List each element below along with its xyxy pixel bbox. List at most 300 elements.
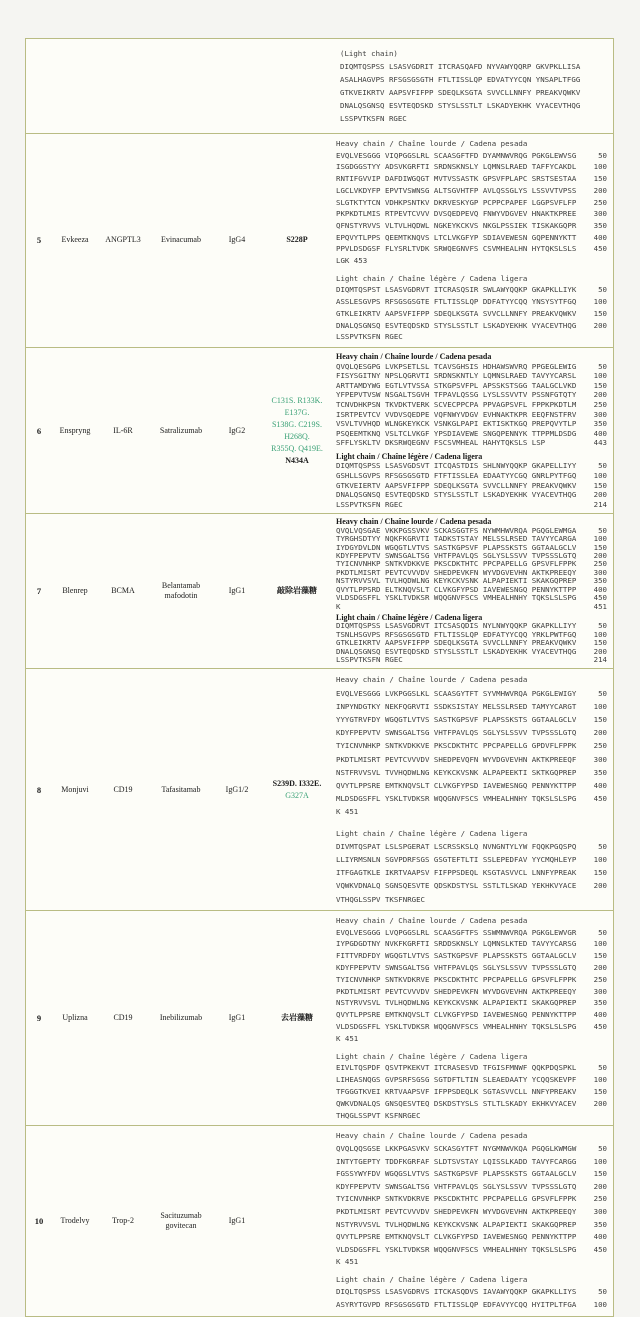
residue-count: 450 (593, 1021, 607, 1031)
residue-count: 300 (593, 409, 607, 419)
chain-block (336, 518, 607, 610)
table-row (26, 347, 613, 514)
sequence-text: PKDTLMISRT PEVTCVVVDV SHEDPEVQFN WYVDGVEVHN AKTKPREEQF (336, 754, 577, 764)
sequence-line (336, 371, 607, 381)
sequence-text: THQGLSSPVT KSFNRGEC (336, 1110, 421, 1120)
row-number-text: 5 (36, 235, 42, 246)
sequence-text: FISYSGITNY NPSLQGRVTI SRDNSKNTLY LQMNSLRAED TAVYYCARSL (336, 371, 577, 381)
sequence-line (336, 150, 607, 162)
sequence-line (336, 362, 607, 372)
brand-name (52, 911, 98, 1126)
sequence-line (336, 410, 607, 420)
chain-block (336, 614, 607, 664)
sequence-line (340, 73, 607, 86)
row-number (26, 134, 52, 347)
residue-count: 200 (593, 551, 607, 561)
sequence-line (336, 173, 607, 185)
sequence-line (336, 197, 607, 209)
sequence-cell (334, 514, 613, 668)
sequence-text: LSSPVTKSFN RGEC (336, 499, 403, 509)
sequence-line (336, 840, 607, 853)
chain-label: Heavy chain / Chaîne lourde / Cadena pesada (336, 915, 528, 925)
sequence-line (336, 974, 607, 986)
target-antigen (98, 911, 148, 1126)
inn-name-line: Inebilizumab (159, 1013, 203, 1023)
sequence-line (336, 1256, 607, 1269)
mutation-line (260, 443, 334, 467)
residue-count: 200 (593, 963, 607, 972)
igg-subclass (214, 1126, 260, 1315)
mutations-cell (260, 348, 334, 514)
mutation-line (260, 395, 334, 419)
mutation-green-text: G327A (285, 790, 309, 800)
sequence-cell (334, 348, 613, 514)
residue-count: 100 (593, 1156, 607, 1166)
sequence-text: KDYFPEPVTV SWNSGALTSG VHTFPAVLQS SGLYSLSSVV TVPSSSLGTQ (336, 1181, 577, 1191)
inn-name (148, 134, 214, 347)
sequence-text: K 451 (336, 1033, 359, 1043)
sequence-text: TYRGHSDTYY NQKFKGRVTI TADKSTSTAY MELSSLRSED TAVYYCARGA (336, 534, 577, 544)
chain-label: Heavy chain / Chaîne lourde / Cadena pesada (336, 1131, 528, 1141)
brand-name (52, 348, 98, 514)
sequence-line (340, 60, 607, 73)
inn-name-line: Belantamab (161, 581, 201, 591)
sequence-line (336, 331, 607, 343)
sequence-line (336, 308, 607, 320)
sequence-text: GSHLLSGVPS RFSGSGSGTD FTFTISSLEA EDAATYYCGQ GNRLPYTFGQ (336, 471, 577, 481)
row-number (26, 514, 52, 668)
inn-name-line: Satralizumab (159, 425, 203, 435)
residue-count: 450 (593, 244, 607, 254)
igg-subclass-text: IgG1 (228, 1216, 246, 1226)
sequence-line (336, 1143, 607, 1156)
sequence-cell (334, 39, 613, 133)
sequence-text: ITFGAGTKLE IKRTVAAPSV FIFPPSDEQL KSGTASVVCL LNNFYPREAK (336, 868, 577, 878)
sequence-line (336, 1168, 607, 1181)
sequence-text: LIHEASNQGS GVPSRFSGSG SGTDFTLTIN SLEAEDAATY YCQQSKEVPF (336, 1075, 577, 1085)
residue-count: 451 (593, 601, 607, 611)
sequence-text: DIQMTQSPSS LSASVGDRIT ITCRASQAFD NYVAWYQQRP GKVPKLLISA (340, 62, 581, 71)
sequence-text: IYPGDGDTNY NVKFKGRFTI SRDDSKNSLY LQMNSLKTED TAVYYCARSG (336, 939, 577, 949)
residue-count: 100 (593, 855, 607, 864)
mutation-line (260, 778, 334, 802)
residue-count: 400 (593, 584, 607, 594)
sequence-line (336, 739, 607, 752)
sequence-text: EIVLTQSPDF QSVTPKEKVT ITCRASESVD TFGISFMNWF QQKPDQSPKL (336, 1063, 577, 1073)
sequence-text: QVYTLPPSRD ELTKNQVSLT CLVKGFYPSD IAVEWESNGQ PENNYKTTPP (336, 584, 577, 594)
sequence-line (336, 490, 607, 500)
sequence-cell (334, 1126, 613, 1315)
sequence-line (336, 1033, 607, 1045)
sequence-line (336, 853, 607, 866)
sequence-cell (334, 134, 613, 347)
residue-count: 200 (593, 320, 607, 330)
brand-name (52, 514, 98, 668)
brand-name-text: Evkeeza (61, 235, 89, 245)
chain-block (336, 1130, 607, 1269)
sequence-text: IYDGYDVLDN WGQGTLVTVS SASTKGPSVF PLAPSSKSTS GGTAALGCLV (336, 542, 577, 552)
sequence-line (336, 1219, 607, 1232)
sequence-line (336, 700, 607, 713)
residue-count: 450 (593, 794, 607, 804)
residue-count: 200 (593, 1181, 607, 1191)
target-antigen (98, 669, 148, 909)
brand-name-text: Enspryng (59, 425, 91, 435)
residue-count: 400 (593, 1232, 607, 1242)
sequence-text: MLDSDGSFFL YSKLTVDKSR WQQGNVFSCS VMHEALHNHY TQKSLSLSPG (336, 794, 577, 804)
residue-count: 350 (593, 576, 607, 586)
sequence-text: QVQLVQSGAE VKKPGSSVKV SCKASGGTFS NYWMHWVRQA PGQGLEWMGA (336, 525, 577, 535)
sequence-line (336, 779, 607, 792)
row-number (26, 669, 52, 909)
sequence-text: QVQLQQSGSE LKKPGASVKV SCKASGYTFT NYGMNWVKQA PGQGLKWMGW (336, 1143, 577, 1153)
chain-label: (Light chain) (340, 49, 398, 58)
sequence-text: INTYTGEPTY TDDFKGRFAF SLDTSVSTAY LQISSLKADD TAVYFCARGG (336, 1156, 577, 1166)
sequence-text: RNTIFGVVIP DAFDIWGQGT MVTVSSASTK GPSVFPLAPC SRSTSESTAA (336, 174, 577, 184)
sequence-text: EVQLVESGGG VIQPGGSLRL SCAASGFTFD DYAMNWVRQG PGKGLEWVSG (336, 150, 577, 160)
chain-block (336, 915, 607, 1045)
target-antigen (98, 514, 148, 668)
mutations-cell (260, 669, 334, 909)
sequence-line (336, 1244, 607, 1257)
sequence-text: TYICNVNHKP SNTKVDKRVE PKSCDKTHTC PPCPAPELLG GPSVFLFPPK (336, 974, 577, 984)
chain-label: Heavy chain / Chaîne lourde / Cadena pesada (336, 139, 528, 148)
residue-count: 100 (593, 534, 607, 544)
brand-name (52, 669, 98, 909)
residue-count: 150 (593, 380, 607, 390)
sequence-text: VLDSDGSFFL YSKLTVDKSR WQQGNVFSCS VMHEALHNHY TQKSLSLSPG (336, 1244, 577, 1254)
mutation-green-text: R355Q. Q419E. (271, 443, 323, 453)
sequence-text: PPVLDSDGSF FLYSRLTVDK SRWQEGNVFS CSVMHEALHN HYTQKSLSLS (336, 244, 577, 254)
residue-count: 450 (593, 593, 607, 603)
sequence-line (336, 792, 607, 805)
igg-subclass-text: IgG1/2 (225, 784, 249, 794)
residue-count: 300 (593, 209, 607, 219)
residue-count: 214 (593, 654, 607, 664)
chain-block (336, 1274, 607, 1312)
chain-block (336, 138, 607, 267)
residue-count: 214 (593, 499, 607, 509)
residue-count: 100 (593, 1075, 607, 1085)
residue-count: 400 (593, 428, 607, 438)
table-row (26, 39, 613, 133)
residue-count: 150 (593, 308, 607, 318)
residue-count: 350 (593, 419, 607, 429)
sequence-text: DNALQSGNSQ ESVTEQDSKD STYSLSSTLT LSKADYEKHK VYACEVTHQG (340, 101, 581, 110)
residue-count: 50 (598, 461, 607, 471)
residue-count: 443 (593, 438, 607, 448)
residue-count: 250 (593, 1194, 607, 1204)
mutation-text: 敲除岩藻糖 (277, 586, 317, 596)
residue-count: 300 (593, 1206, 607, 1216)
sequence-text: TCNVDHKPSN TKVDKTVERK SCVECPPCPA PPVAGPSVFL FPPKPKDTLM (336, 399, 577, 409)
sequence-text: ASALHAGVPS RFSGSGSGTH FTLTISSLQP EDVATYYCQN YNSAPLTFGG (340, 75, 581, 84)
inn-name (148, 514, 214, 668)
sequence-line (336, 1206, 607, 1219)
residue-count: 100 (593, 371, 607, 381)
brand-name-text: Blenrep (62, 586, 88, 596)
chain-label: Light chain / Chaîne légère / Cadena ligera (336, 828, 528, 838)
sequence-text: GTKLEIKRTV AAPSVFIFPP SDEQLKSGTA SVVCLLNNFY PREAKVQWKV (336, 308, 577, 318)
chain-label: Heavy chain / Chaîne lourde / Cadena pesada (336, 351, 492, 361)
row-number (26, 348, 52, 514)
sequence-text: EVQLVESGGG LVQPGGSLRL SCAASGFTFS SSWMNWVRQA PGKGLEWVGR (336, 927, 577, 937)
residue-count: 150 (593, 542, 607, 552)
residue-count: 200 (593, 646, 607, 656)
mutation-line (277, 585, 317, 597)
sequence-line (336, 927, 607, 939)
target-antigen-text: BCMA (111, 586, 135, 596)
residue-count: 50 (598, 361, 607, 371)
sequence-line (336, 185, 607, 197)
sequence-line (336, 471, 607, 481)
residue-count: 200 (593, 881, 607, 891)
chain-block (336, 1051, 607, 1122)
residue-count: 350 (593, 1219, 607, 1229)
sequence-line (336, 500, 607, 510)
residue-count: 50 (598, 1143, 607, 1153)
sequence-line (336, 1021, 607, 1033)
sequence-line (340, 86, 607, 99)
sequence-line (336, 938, 607, 950)
row-number-text: 9 (36, 1013, 42, 1024)
residue-count: 150 (593, 480, 607, 490)
sequence-line (336, 962, 607, 974)
sequence-text: YFPEPVTVSW NSGALTSGVH TFPAVLQSSG LYSLSSVVTV PSSNFGTQTY (336, 390, 577, 400)
inn-name (148, 1126, 214, 1315)
sequence-line (336, 986, 607, 998)
row-number (26, 1126, 52, 1315)
residue-count: 50 (598, 927, 607, 937)
sequence-text: GTKVEIKRTV AAPSVFIFPP SDEQLKSGTA SVVCLLNNFY PREAKVQWKV (340, 88, 581, 97)
sequence-text: TFGGGTKVEI KRTVAAPSVF IFPPSDEQLK SGTASVVCLL NNFYPREAKV (336, 1086, 577, 1096)
igg-subclass-text: IgG2 (228, 425, 246, 435)
residue-count: 50 (598, 525, 607, 535)
residue-count: 300 (593, 986, 607, 996)
sequence-text: PSQEEMTKNQ VSLTCLVKGF YPSDIAVEWE SNGQPENNYK TTPPMLDSDG (336, 428, 577, 438)
target-antigen-text: Trop-2 (112, 1216, 134, 1226)
sequence-text: TYICNVNHKP SNTKVDKRVE PKSCDKTHTC PPCPAPELLG GPSVFLFPPK (336, 1194, 577, 1204)
row-number-text: 6 (36, 425, 42, 436)
sequence-text: ISGDGGSTYY ADSVKGRFTI SRDNSKNSLY LQMNSLRAED TAFFYCAKDL (336, 162, 577, 172)
sequence-line (336, 296, 607, 308)
residue-count: 350 (593, 767, 607, 777)
chain-label: Light chain / Chaîne légère / Cadena ligera (336, 1051, 528, 1061)
sequence-text: DIQMTQSPSS LSASVGDRVT ITCSASQDIS NYLNWYQQKP GKAPKLLIYY (336, 621, 577, 631)
residue-count: 200 (593, 728, 607, 738)
sequence-text: VQWKVDNALQ SGNSQESVTE QDSKDSTYSL SSTLTLSKAD YEKHKVYACE (336, 881, 577, 891)
sequence-line (336, 1231, 607, 1244)
sequence-text: SLGTKTYTCN VDHKPSNTKV DKRVESKYGP PCPPCPAPEF LGGPSVFLFP (336, 197, 577, 207)
sequence-line (336, 320, 607, 332)
residue-count: 250 (593, 741, 607, 751)
residue-count: 450 (593, 1244, 607, 1254)
igg-subclass (214, 348, 260, 514)
chain-block (336, 673, 607, 818)
sequence-text: PKDTLMISRT PEVTCVVVDV SHEDPEVKFN WYVDGVEVHN AKTKPREEQY (336, 986, 577, 996)
sequence-text: DIVMTQSPAT LSLSPGERAT LSCRSSKSLQ NVNGNTYLYW FQQKPGQSPQ (336, 841, 577, 851)
sequence-line (336, 400, 607, 410)
sequence-line (336, 997, 607, 1009)
target-antigen (98, 1126, 148, 1315)
chain-block (336, 452, 607, 510)
mutation-line (260, 419, 334, 443)
brand-name (52, 134, 98, 347)
sequence-line (336, 950, 607, 962)
sequence-text: DNALQSGNSQ ESVTEQDSKD STYSLSSTLT LSKADYEKHK VYACEVTHQG (336, 646, 577, 656)
igg-subclass-text: IgG4 (228, 235, 246, 245)
inn-name (148, 669, 214, 909)
chain-label: Light chain / Chaîne légère / Cadena ligera (336, 1274, 528, 1284)
sequence-text: GTKLEIKRTV AAPSVFIFPP SDEQLKSGTA SVVCLLNNFY PREAKVQWKV (336, 638, 577, 648)
chain-block (336, 352, 607, 448)
sequence-line (340, 99, 607, 112)
residue-count: 400 (593, 232, 607, 242)
brand-name (52, 39, 98, 133)
table-row (26, 133, 613, 347)
sequence-text: FGSSYWYFDV WGQGSLVTVS SASTKGPSVF PLAPSSKSTS GGTAALGCLV (336, 1169, 577, 1179)
sequence-text: VSVLTVVHQD WLNGKEYKCK VSNKGLPAPI EKTISKTKGQ PREPQVYTLP (336, 419, 577, 429)
sequence-text: NSTYRVVSVL TVLHQDWLNG KEYKCKVSNK ALPAPIEKTI SKAKGQPREP (336, 576, 577, 586)
sequence-line (336, 208, 607, 220)
sequence-text: LSSPVTKSFN RGEC (340, 114, 407, 123)
row-number (26, 911, 52, 1126)
sequence-line (340, 112, 607, 125)
mutation-text: 去岩藻糖 (281, 1013, 313, 1023)
residue-count: 100 (593, 162, 607, 172)
sequence-text: QFNSTYRVVS VLTVLHQDWL NGKEYKCKVS NKGLPSSIEK TISKAKGQPR (336, 220, 577, 230)
brand-name (52, 1126, 98, 1315)
sequence-text: TSNLHSGVPS RFSGSGSGTD FTLTISSLQP EDFATYYCQQ YRKLPWTFGQ (336, 629, 577, 639)
sequence-text: NSTYRVVSVL TVLHQDWLNG KEYKCKVSNK ALPAPIEKTI SKAKGQPREP (336, 1219, 577, 1229)
residue-count: 150 (593, 868, 607, 878)
sequence-text: FITTVRDFDY WGQGTLVTVS SASTKGPSVF PLAPSSKSTS GGTAALGCLV (336, 951, 577, 961)
sequence-line (336, 713, 607, 726)
sequence-line (336, 284, 607, 296)
brand-name-text: Monjuvi (61, 784, 89, 794)
mutations-cell (260, 134, 334, 347)
igg-subclass (214, 911, 260, 1126)
igg-subclass-text: IgG1 (228, 586, 246, 596)
mutation-green-text: S138G. C219S. H268Q. (271, 419, 322, 441)
chain-label: Heavy chain / Chaîne lourde / Cadena pesada (336, 675, 528, 685)
row-number-text: 10 (34, 1216, 44, 1227)
sequence-text: LSSPVTKSFN RGEC (336, 654, 403, 664)
sequence-text: ARTTAMDYWG EGTLVTVSSA STKGPSVFPL APSSKSTSGG TAALGCLVKD (336, 380, 577, 390)
sequence-text: ISRTPEVTCV VVDVSQEDPE VQFNWYVDGV EVHNAKTKPR EEQFNSTFRV (336, 409, 577, 419)
residue-count: 400 (593, 1010, 607, 1020)
chain-label: Light chain / Chaîne légère / Cadena ligera (336, 273, 528, 283)
sequence-line (336, 1098, 607, 1110)
sequence-text: PKDTLMISRT PEVTCVVVDV SHEDPEVKFN WYVDGVEVHN AKTKPREEQY (336, 567, 577, 577)
table-row (26, 1125, 613, 1315)
sequence-text: LGK 453 (336, 256, 368, 266)
sequence-text: TYICNVNHKP SNTKVDKKVE PKSCDKTHTC PPCPAPELLG GPSVFLFPPK (336, 559, 577, 569)
sequence-line (336, 1110, 607, 1122)
sequence-line (336, 866, 607, 879)
sequence-text: PKDTLMISRT PEVTCVVVDV SHEDPEVKFN WYVDGVEVHN AKTKPREEQY (336, 1206, 577, 1216)
sequence-line (336, 1193, 607, 1206)
sequence-line (336, 1062, 607, 1074)
residue-count: 50 (598, 285, 607, 295)
sequence-text: QVYTLPPSRE EMTKNQVSLT CLVKGFYPSD IAVEWESNGQ PENNYKTTPP (336, 1010, 577, 1020)
sequence-line (336, 726, 607, 739)
sequence-line (336, 243, 607, 255)
sequence-line (336, 687, 607, 700)
inn-name (148, 911, 214, 1126)
residue-count: 250 (593, 399, 607, 409)
residue-count: 50 (598, 621, 607, 631)
sequence-text: DIQMTQSPSS LSASVGDSVT ITCQASTDIS SHLNWYQQKP GKAPELLIYY (336, 461, 577, 471)
residue-count: 150 (593, 714, 607, 724)
sequence-text: KDYFPEPVTV SWNSGALTSG VHTFPAVLQS SGLYSLSSVV TVPSSSLGTQ (336, 963, 577, 972)
table-row (26, 513, 613, 668)
sequence-text: NSTYRVVSVL TVLHQDWLNG KEYKCKVSNK ALPAPIEKTI SKAKGQPREP (336, 998, 577, 1008)
residue-count: 150 (593, 174, 607, 184)
target-antigen (98, 348, 148, 514)
table-row (26, 668, 613, 909)
chain-block (336, 273, 607, 343)
residue-count: 250 (593, 559, 607, 569)
sequence-text: TYICNVNHKP SNTKVDKKVE PKSCDKTHTC PPCPAPELLG GPDVFLFPPK (336, 741, 577, 751)
row-number (26, 39, 52, 133)
sequence-line (336, 1086, 607, 1098)
target-antigen-text: CD19 (113, 784, 133, 794)
sequence-line (336, 893, 607, 906)
residue-count: 150 (593, 638, 607, 648)
sequence-text: VLDSDGSFFL YSKLTVDKSR WQQGNVFSCS VMHEALHNHY TQKSLSLSPG (336, 593, 577, 603)
residue-count: 100 (593, 629, 607, 639)
sequence-text: K 451 (336, 1257, 359, 1267)
sequence-line (336, 1181, 607, 1194)
sequence-text: DIQLTQSPSS LSASVGDRVS ITCKASQDVS IAVAWYQQKP GKAPKLLIYS (336, 1287, 577, 1297)
sequence-text: ASSLESGVPS RFSGSGSGTE FTLTISSLQP DDFATYYCQQ YNSYSYTFGQ (336, 297, 577, 307)
sequence-line (336, 603, 607, 611)
target-antigen-text: IL-6R (113, 425, 133, 435)
residue-count: 100 (593, 701, 607, 711)
sequence-line (336, 594, 607, 602)
sequence-line (336, 232, 607, 244)
mutation-line (281, 1012, 313, 1024)
sequence-text: QVYTLPPSRE EMTKNQVSLT CLVKGFYPSD IAVEWESNGQ PENNYKTTPP (336, 1232, 577, 1242)
target-antigen-text: CD19 (113, 1013, 133, 1023)
brand-name-text: Trodelvy (60, 1216, 90, 1226)
sequence-text: QWKVDNALQS GNSQESVTEQ DSKDSTYSLS STLTLSKADY EKHKVYACEV (336, 1098, 577, 1108)
residue-count: 400 (593, 780, 607, 790)
row-number-text: 7 (36, 586, 42, 597)
sequence-text: GTKVEIERTV AAPSVFIFPP SDEQLKSGTA SVVCLLNNFY PREAKVQWKV (336, 480, 577, 490)
sequence-line (336, 805, 607, 818)
residue-count: 150 (593, 1169, 607, 1179)
residue-count: 100 (593, 1300, 607, 1310)
residue-count: 150 (593, 951, 607, 961)
mutations-cell (260, 1126, 334, 1315)
mutation-line (286, 234, 307, 246)
sequence-line (336, 220, 607, 232)
sequence-text: PKPKDTLMIS RTPEVTCVVV DVSQEDPEVQ FNWYVDGVEV HNAKTKPREE (336, 209, 577, 219)
antibody-table (25, 38, 614, 1317)
sequence-line (336, 1299, 607, 1312)
sequence-text: INPYNDGTKY NEKFQGRVTI SSDKSISTAY MELSSLRSED TAMYYCARGT (336, 701, 577, 711)
sequence-text: NSTFRVVSVL TVVHQDWLNG KEYKCKVSNK ALPAPEEKTI SKTKGQPREP (336, 767, 577, 777)
sequence-text: LLIYRMSNLN SGVPDRFSGS GSGTEFTLTI SSLEPEDFAV YYCMQHLEYP (336, 855, 577, 864)
residue-count: 100 (593, 939, 607, 949)
sequence-line (336, 656, 607, 664)
residue-count: 100 (593, 297, 607, 307)
sequence-line (336, 429, 607, 439)
sequence-text: VLDSDGSFFL YSKLTVDKSR WQQGNVFSCS VMHEALHNHY TQKSLSLSPG (336, 1021, 577, 1031)
mutation-text: S239D. I332E. (272, 778, 322, 788)
